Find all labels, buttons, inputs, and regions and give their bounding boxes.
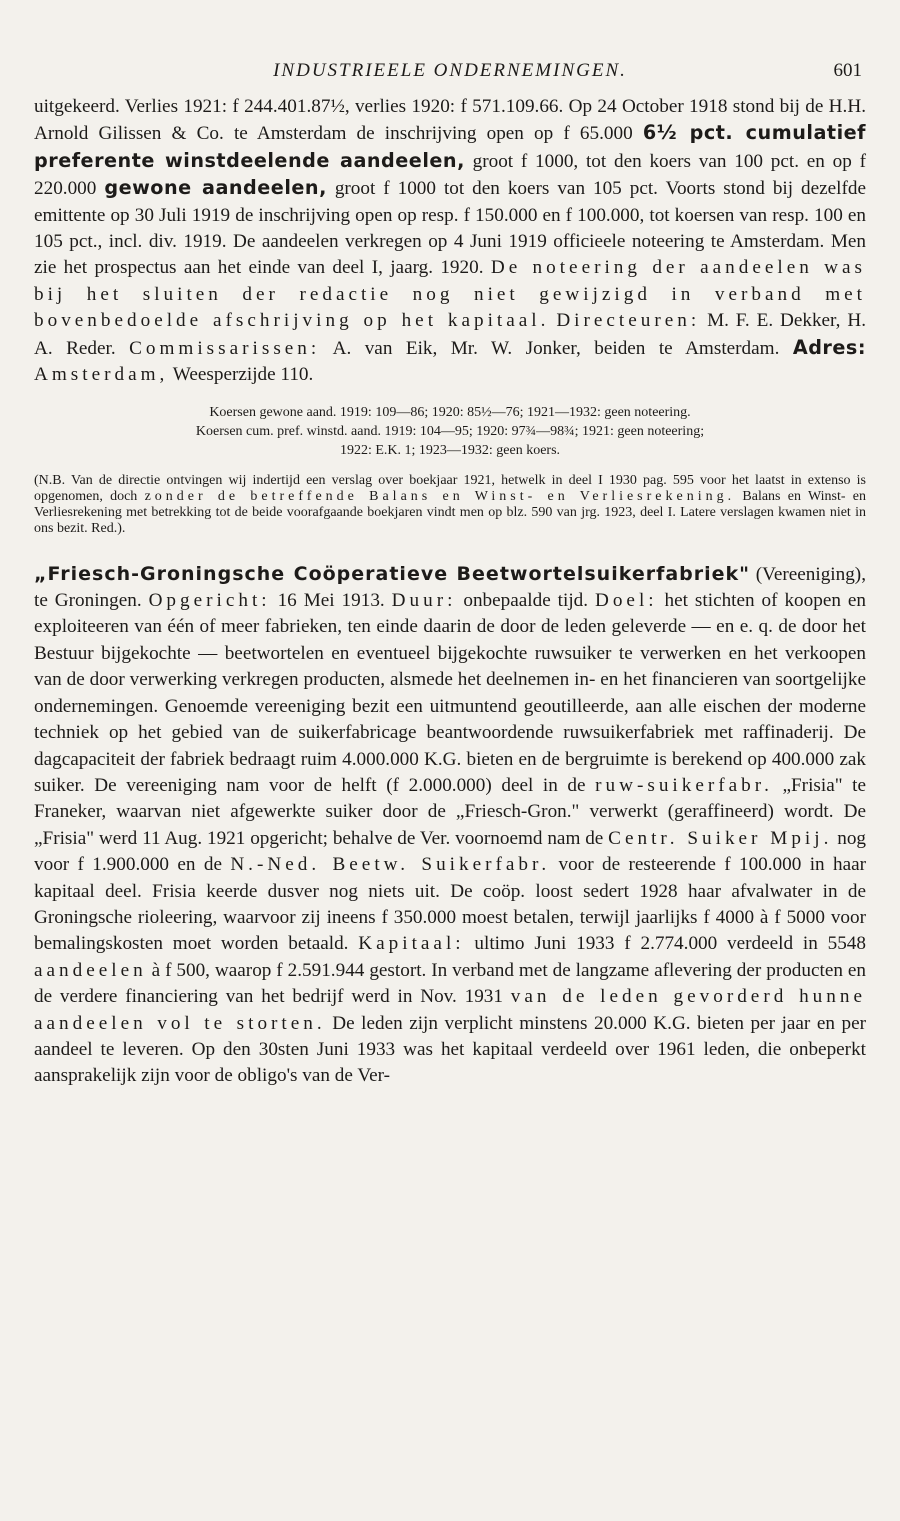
running-title: INDUSTRIEELE ONDERNEMINGEN.	[273, 60, 627, 81]
koersen-line-3: 1922: E.K. 1; 1923—1932: geen koers.	[339, 443, 561, 459]
commissarissen-label: Commissarissen:	[129, 337, 321, 359]
company-entry	[34, 561, 866, 1090]
spaced-notice: De noteering der aandeelen was bij het sluiten der redactie nog niet gewijzigd in verband met bovenbedoelde afschrijving op het kapitaal.	[34, 257, 866, 332]
editorial-note: (N.B. Van de directie ontvingen wij indertijd een verslag over boekjaar 1921, hetwelk in deel I 1930 pag. 595 voor het laatst in extenso is opgenomen, doch zonder de betreffende Balans en Winst- en Verliesrekening. Balans en Winst- en Verliesrekening met betrekking tot de beide voorafgaande boekjaren vindt men op blz. 590 van jrg. 1923, deel I. Latere verslagen kwamen niet in ons bezit. Red.).	[34, 473, 866, 536]
koersen-line-1: Koersen gewone aand. 1919: 109—86; 1920: 85½—76; 1921—1932: geen noteering.	[209, 405, 691, 421]
page-header	[34, 56, 866, 94]
intro-paragraph: uitgekeerd. Verlies 1921: f 244.401.87½, verlies 1920: f 571.109.66. Op 24 October 1918 stond bij de H.H. Arnold Gilissen & Co. te Amsterdam de inschrijving open op f 65.000 6½ pct. cumulatief preferente winstdeelende aandeelen, groot f 1000, tot den koers van 100 pct. en op f 220.000 gewone aandeelen, groot f 1000 tot den koers van 105 pct. Voorts stond bij dezelfde emittente op 30 Juli 1919 de inschrijving open op resp. f 150.000 en f 100.000, tot koersen van resp. 100 en 105 pct., incl. div. 1919. De aandeelen verkregen op 4 Juni 1919 officieele noteering te Amsterdam. Men zie het prospectus aan het einde van deel I, jaarg. 1920. De noteering der aandeelen was bij het sluiten der redactie nog niet gewijzigd in verband met bovenbedoelde afschrijving op het kapitaal. Directeuren: M. F. E. Dekker, H. A. Reder. Commissarissen: A. van Eik, Mr. W. Jonker, beiden te Amsterdam. Adres: Amsterdam, Weesperzijde 110.	[34, 96, 867, 386]
kapitaal-label: Kapitaal:	[358, 933, 465, 955]
bold-pref-shares: 6½ pct. cumulatief preferente winstdeelende aandeelen,	[34, 121, 867, 172]
bold-common-shares: gewone aandeelen,	[104, 176, 327, 200]
duur-label: Duur:	[391, 590, 457, 612]
adres-label: Adres:	[792, 335, 866, 359]
entry-paragraph: „Friesch-Groningsche Coöperatieve Beetwortelsuikerfabriek" (Vereeniging), te Groningen. Opgericht: 16 Mei 1913. Duur: onbepaalde tijd. Doel: het stichten of koopen en exploiteeren van één of meer fabrieken, ten einde daarin de door de leden geleverde — en e. q. de door het Bestuur bijgekochte — beetwortelen en eventueel bijgekochte ruwsuiker te verwerken en het verkoopen van de door verwerking verkregen producten, alsmede het deelnemen in- en het financieren van soortgelijke ondernemingen. Genoemde vereeniging bezit een uitmuntend geoutilleerde, aan alle eischen der moderne techniek op het gebied van de suikerfabricage beantwoordende ruwsuikerfabriek met raffinaderij. De dagcapaciteit der fabriek bedraagt ruim 4.000.000 K.G. bieten en de bergruimte is berekend op 400.000 zak suiker. De vereeniging nam voor de helft (f 2.000.000) deel in de ruw-suikerfabr. „Frisia" te Franeker, waarvan niet afgewerkte suiker door de „Friesch-Gron." verwerkt (geraffineerd) wordt. De „Frisia" werd 11 Aug. 1921 opgericht; behalve de Ver. voornoemd nam de Centr. Suiker Mpij. nog voor f 1.900.000 en de N.-Ned. Beetw. Suikerfabr. voor de resteerende f 100.000 in haar kapitaal deel. Frisia keerde dusver nog niets uit. De coöp. loost sedert 1928 haar afvalwater in de Groningsche rioleering, waarvoor zij ineens f 350.000 moest betalen, terwijl jaarlijks f 4000 à f 5000 voor bemalingskosten moet worden betaald. Kapitaal: ultimo Juni 1933 f 2.774.000 verdeeld in 5548 aandeelen à f 500, waarop f 2.591.944 gestort. In verband met de langzame aflevering der producten en de verdere financiering van het bedrijf werd in Nov. 1931 van de leden gevorderd hunne aandeelen vol te storten. De leden zijn verplicht minstens 20.000 K.G. bieten per jaar en per aandeel te leveren. Op den 30sten Juni 1933 was het kapitaal verdeeld over 1961 leden, die onbeperkt aansprakelijk zijn voor de obligo's van de Ver-	[34, 562, 867, 1087]
page-number: 601	[833, 60, 862, 81]
document-page	[34, 56, 866, 1090]
opgericht-label: Opgericht:	[148, 590, 271, 612]
directeuren-label: Directeuren:	[556, 310, 701, 332]
intro-section	[34, 94, 866, 388]
doel-label: Doel:	[594, 590, 658, 612]
company-heading: „Friesch-Groningsche Coöperatieve Beetwortelsuikerfabriek"	[34, 562, 751, 585]
koersen-block	[34, 404, 866, 459]
koersen-line-2: Koersen cum. pref. winstd. aand. 1919: 104—95; 1920: 97¾—98¾; 1921: geen noteering;	[195, 424, 705, 440]
